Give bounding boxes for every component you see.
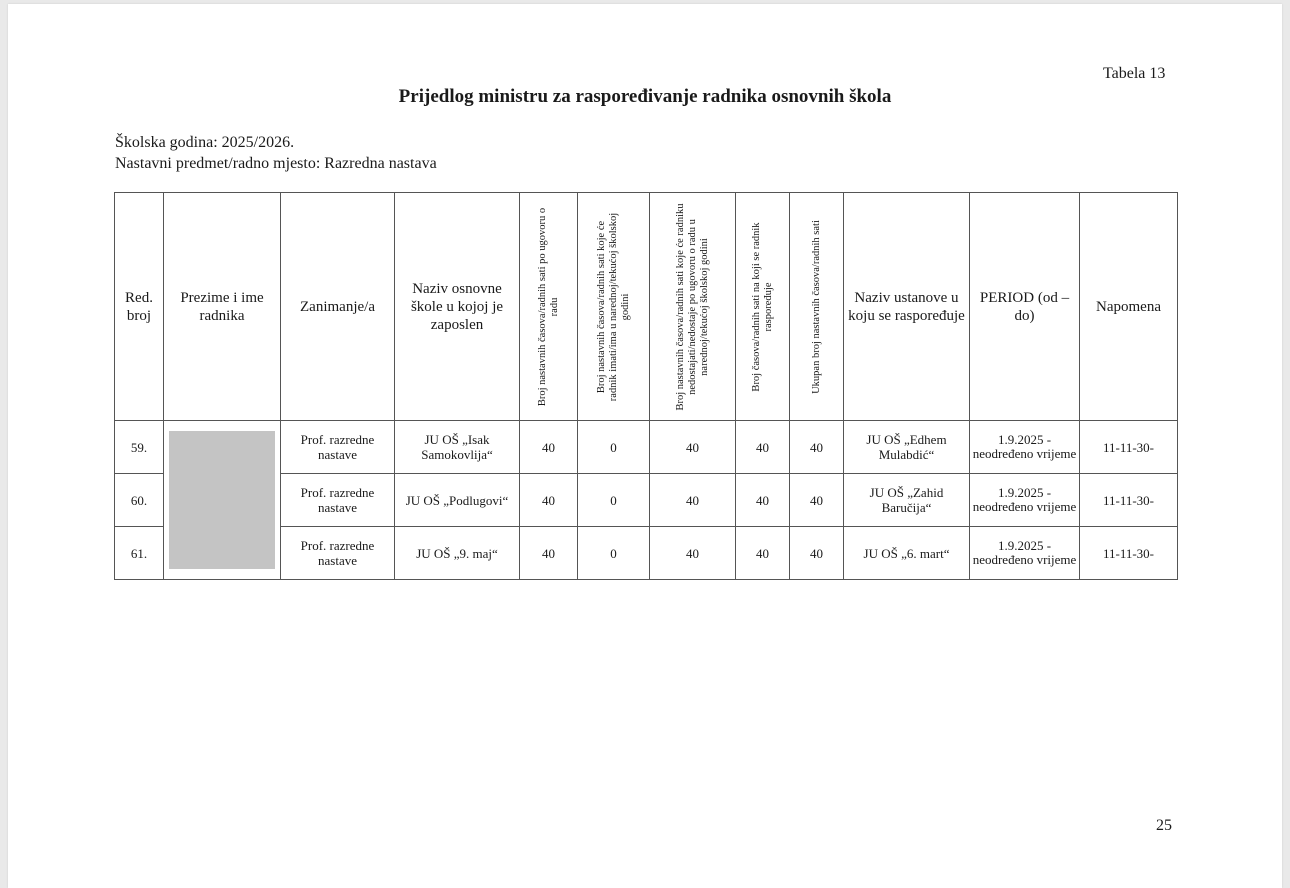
occupation-cell: Prof. razredne nastave [281, 421, 395, 474]
hours-missing-cell: 40 [650, 474, 736, 527]
hours-total-cell: 40 [790, 474, 844, 527]
col-header-hours-missing-text: Broj nastavnih časova/radnih sati koje će radniku nedostajati/nedostaje po ugovoru o radu u narednoj/tekućoj školskoj godini [674, 202, 710, 411]
hours-have-cell: 0 [578, 527, 650, 580]
col-header-hours-total-text: Ukupan broj nastavnih časova/radnih sati [810, 219, 822, 394]
hours-assigned-cell: 40 [736, 527, 790, 580]
col-header-period: PERIOD (od – do) [970, 193, 1080, 421]
col-header-school: Naziv osnovne škole u kojoj je zaposlen [395, 193, 520, 421]
occupation-cell: Prof. razredne nastave [281, 527, 395, 580]
hours-missing-cell: 40 [650, 421, 736, 474]
institution-cell: JU OŠ „Edhem Mulabdić“ [844, 421, 970, 474]
school-cell: JU OŠ „Podlugovi“ [395, 474, 520, 527]
hours-contract-cell: 40 [520, 421, 578, 474]
institution-cell: JU OŠ „6. mart“ [844, 527, 970, 580]
institution-cell: JU OŠ „Zahid Baručija“ [844, 474, 970, 527]
row-number: 61. [115, 527, 164, 580]
col-header-occupation: Zanimanje/a [281, 193, 395, 421]
note-cell: 11-11-30- [1080, 527, 1178, 580]
period-cell: 1.9.2025 - neodređeno vrijeme [970, 527, 1080, 580]
col-header-hours-missing [650, 193, 736, 421]
hours-contract-cell: 40 [520, 527, 578, 580]
row-number: 60. [115, 474, 164, 527]
school-cell: JU OŠ „9. maj“ [395, 527, 520, 580]
col-header-note: Napomena [1080, 193, 1178, 421]
period-cell: 1.9.2025 - neodređeno vrijeme [970, 421, 1080, 474]
row-number: 59. [115, 421, 164, 474]
col-header-hours-contract [520, 193, 578, 421]
table-label: Tabela 13 [1103, 65, 1166, 82]
hours-have-cell: 0 [578, 474, 650, 527]
col-header-hours-have [578, 193, 650, 421]
col-header-hours-have-text: Broj nastavnih časova/radnih sati koje će radnik imati/ima u narednoj/tekućoj školskoj godini [595, 212, 631, 401]
school-cell: JU OŠ „Isak Samokovlija“ [395, 421, 520, 474]
col-header-hours-assigned-text: Broj časova/radnih sati na koji se radnik raspoređuje [750, 221, 774, 392]
hours-total-cell: 40 [790, 421, 844, 474]
hours-total-cell: 40 [790, 527, 844, 580]
note-cell: 11-11-30- [1080, 421, 1178, 474]
document-page [8, 4, 1282, 888]
period-cell: 1.9.2025 - neodređeno vrijeme [970, 474, 1080, 527]
redacted-block [169, 431, 275, 569]
col-header-hours-assigned [736, 193, 790, 421]
redacted-name-cell [164, 421, 281, 580]
note-cell: 11-11-30- [1080, 474, 1178, 527]
col-header-hours-total [790, 193, 844, 421]
col-header-name: Prezime i ime radnika [164, 193, 281, 421]
subject-line: Nastavni predmet/radno mjesto: Razredna nastava [115, 155, 437, 172]
hours-assigned-cell: 40 [736, 421, 790, 474]
hours-assigned-cell: 40 [736, 474, 790, 527]
col-header-institution: Naziv ustanove u koju se raspoređuje [844, 193, 970, 421]
col-header-hours-contract-text: Broj nastavnih časova/radnih sati po ugovoru o radu [536, 207, 560, 406]
occupation-cell: Prof. razredne nastave [281, 474, 395, 527]
hours-contract-cell: 40 [520, 474, 578, 527]
assignment-table [114, 192, 1178, 580]
hours-missing-cell: 40 [650, 527, 736, 580]
page-number: 25 [1156, 817, 1172, 834]
table-row [115, 421, 1178, 474]
col-header-no: Red. broj [115, 193, 164, 421]
page-title: Prijedlog ministru za raspoređivanje radnika osnovnih škola [398, 86, 892, 107]
hours-have-cell: 0 [578, 421, 650, 474]
school-year: Školska godina: 2025/2026. [115, 134, 295, 151]
table-header-row [115, 193, 1178, 421]
